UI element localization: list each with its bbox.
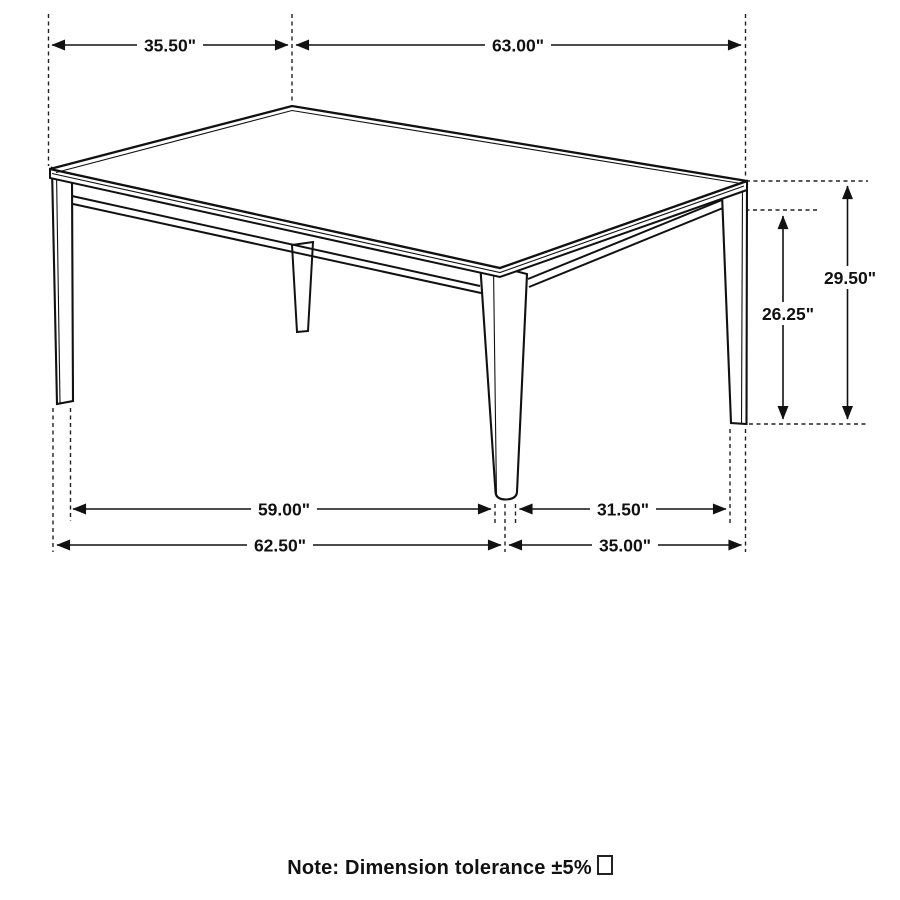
svg-text:35.50": 35.50" <box>143 35 197 56</box>
tolerance-note <box>0 855 900 880</box>
svg-text:62.50": 62.50" <box>253 535 307 556</box>
table-right-leg <box>722 182 747 424</box>
table-left-leg <box>52 168 73 404</box>
dim-label-top-right-width <box>485 34 551 56</box>
svg-text:63.00": 63.00" <box>491 35 545 56</box>
dim-label-top-left-width <box>137 34 203 56</box>
missing-glyph-box <box>597 855 613 875</box>
tolerance-note-text: Note: Dimension tolerance ±5% <box>287 857 592 879</box>
svg-text:35.00": 35.00" <box>598 535 652 556</box>
dim-label-apron-height <box>755 302 822 325</box>
table-illustration <box>50 106 747 500</box>
svg-text:59.00": 59.00" <box>257 499 311 520</box>
dim-label-outer-span-right <box>592 534 658 556</box>
dim-label-outer-span-left <box>247 534 313 556</box>
svg-text:31.50": 31.50" <box>596 499 650 520</box>
dim-label-inner-span-right <box>590 498 656 520</box>
table-front-leg <box>480 262 527 500</box>
dim-label-inner-span-left <box>251 498 317 520</box>
svg-text:29.50": 29.50" <box>823 268 877 288</box>
tabletop-surface <box>50 106 747 268</box>
dim-label-overall-height <box>817 266 884 289</box>
svg-text:26.25": 26.25" <box>761 304 815 324</box>
